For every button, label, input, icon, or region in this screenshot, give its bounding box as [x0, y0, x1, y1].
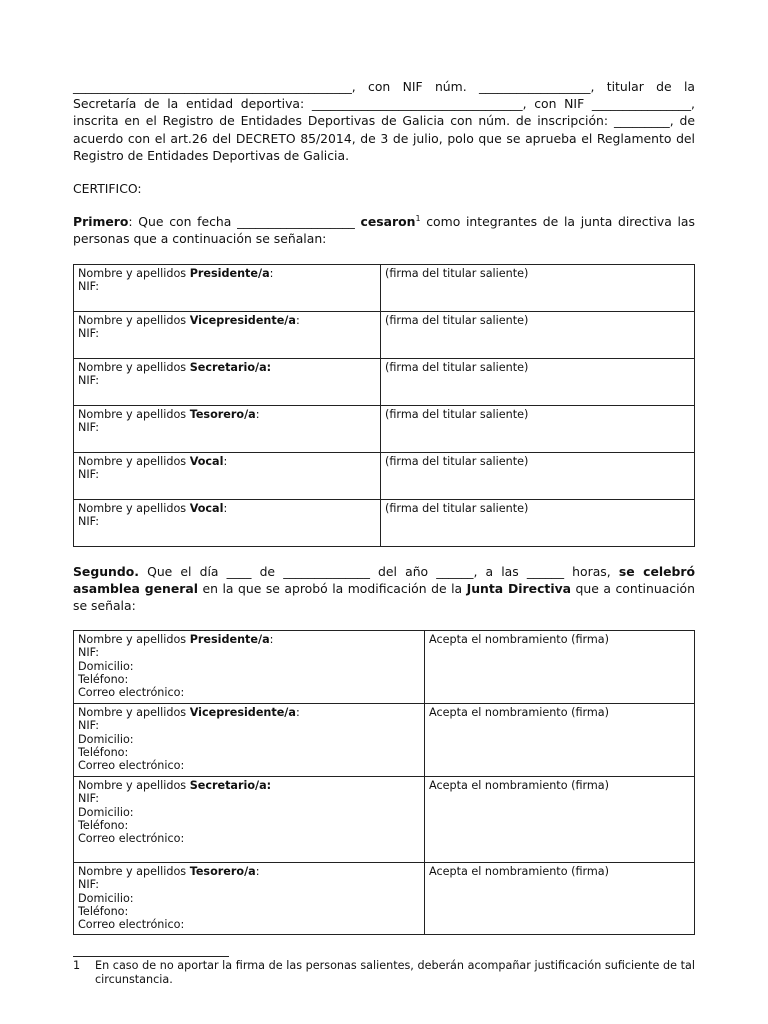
segundo-de: de: [251, 563, 284, 579]
blank-hora: ______: [526, 563, 565, 579]
member-info-cell: [74, 777, 425, 863]
member-info-cell: [74, 863, 425, 935]
nif-label: NIF:: [78, 279, 100, 293]
acceptance-label: Acepta el nombramiento (firma): [429, 633, 610, 647]
role-label: Tesorero/a: [189, 865, 256, 879]
primero-text-1: : Que con fecha: [128, 214, 238, 230]
role-label: Secretario/a:: [189, 360, 272, 374]
new-members-table: [73, 630, 695, 935]
segundo-text-3: que a continuación se señala:: [73, 580, 695, 614]
member-info-cell: [74, 452, 381, 499]
role-label: Vocal: [189, 501, 224, 515]
document-page: [73, 76, 695, 935]
segundo-text-2: en la que se aprobó la modificación de la: [197, 580, 467, 596]
segundo-paragraph: [73, 563, 695, 615]
name-prefix: Nombre y apellidos: [78, 706, 190, 720]
member-info-cell: [74, 704, 425, 777]
footnote: [73, 959, 695, 987]
signature-label: (firma del titular saliente): [385, 360, 529, 374]
nif-label: NIF:: [78, 373, 100, 387]
member-info-cell: [74, 631, 425, 704]
nif-label: NIF:: [78, 719, 100, 733]
member-name-line: [78, 267, 376, 280]
role-label: Vocal: [189, 454, 224, 468]
blank-nif-entidad: ________________: [591, 96, 692, 112]
role-suffix: :: [295, 313, 300, 327]
member-info-cell: [74, 311, 381, 358]
blank-entidad: __________________________________: [311, 96, 523, 112]
domicilio-label: Domicilio:: [78, 659, 134, 673]
footnote-ref: 1: [415, 214, 421, 224]
name-prefix: Nombre y apellidos: [78, 454, 190, 468]
domicilio-label: Domicilio:: [78, 732, 134, 746]
correo-label: Correo electrónico:: [78, 832, 185, 846]
domicilio-label: Domicilio:: [78, 805, 134, 819]
name-prefix: Nombre y apellidos: [78, 501, 190, 515]
telefono-label: Teléfono:: [78, 672, 129, 686]
signature-cell: [381, 452, 695, 499]
signature-cell: [381, 311, 695, 358]
new-member-row: [74, 777, 695, 863]
correo-label: Correo electrónico:: [78, 918, 185, 932]
role-suffix: :: [269, 633, 274, 647]
role-label: Vicepresidente/a: [189, 706, 296, 720]
outgoing-row: [74, 405, 695, 452]
correo-label: Correo electrónico:: [78, 759, 185, 773]
blank-name: _____________________________________________: [73, 79, 352, 94]
segundo-text-1: Que el día: [138, 563, 227, 579]
role-suffix: :: [269, 266, 274, 280]
new-member-row: [74, 863, 695, 935]
text-titular: , titular de la Secretaría de la entidad deportiva:: [73, 79, 695, 112]
nif-label: NIF:: [78, 467, 100, 481]
blank-fecha-cese: ___________________: [237, 214, 355, 230]
cesaron-label: cesaron: [360, 214, 416, 230]
name-prefix: Nombre y apellidos: [78, 865, 190, 879]
footnote-number: 1: [73, 959, 81, 972]
header-paragraph: [73, 78, 695, 164]
name-prefix: Nombre y apellidos: [78, 266, 190, 280]
member-name-line: [78, 361, 376, 374]
acceptance-cell: [425, 777, 695, 863]
role-label: Presidente/a: [189, 633, 270, 647]
signature-label: (firma del titular saliente): [385, 501, 529, 515]
primero-text-2: como integrantes de la junta directiva las personas que a continuación se señalan:: [73, 214, 695, 247]
new-member-row: [74, 704, 695, 777]
acceptance-cell: [425, 863, 695, 935]
text-inscrita: , inscrita en el Registro de Entidades Deportivas de Galicia con núm. de inscripción:: [73, 96, 695, 129]
signature-cell: [381, 358, 695, 405]
celebro-label: se celebró asamblea general: [73, 563, 696, 596]
role-label: Secretario/a:: [189, 779, 272, 793]
nif-label: NIF:: [78, 646, 100, 660]
segundo-a-las: , a las: [473, 563, 527, 579]
member-name-line: [78, 455, 376, 468]
outgoing-row: [74, 264, 695, 311]
text-con-nif: , con NIF núm.: [351, 79, 479, 94]
member-name-line: [78, 706, 420, 719]
signature-label: (firma del titular saliente): [385, 313, 529, 327]
signature-label: (firma del titular saliente): [385, 407, 529, 421]
role-suffix: :: [255, 865, 260, 879]
member-name-line: [78, 779, 420, 792]
nif-label: NIF:: [78, 326, 100, 340]
blank-ano: ______: [436, 563, 474, 579]
footnote-separator: [73, 956, 229, 957]
signature-label: (firma del titular saliente): [385, 266, 529, 280]
member-name-line: [78, 408, 376, 421]
role-suffix: :: [223, 501, 228, 515]
nif-label: NIF:: [78, 420, 100, 434]
acceptance-label: Acepta el nombramiento (firma): [429, 865, 610, 879]
member-name-line: [78, 633, 420, 646]
primero-paragraph: [73, 213, 695, 247]
primero-label: Primero: [73, 214, 129, 230]
text-con-nif-2: , con NIF: [522, 96, 592, 112]
outgoing-row: [74, 311, 695, 358]
name-prefix: Nombre y apellidos: [78, 313, 190, 327]
junta-directiva-label: Junta Directiva: [466, 580, 572, 596]
text-decreto: , de acuerdo con el art.26 del DECRETO 85/2014, de 3 de julio, polo que se aprueba el Reglamento del Registro de Entidades Deportivas de Galicia.: [73, 113, 695, 163]
domicilio-label: Domicilio:: [78, 891, 134, 905]
name-prefix: Nombre y apellidos: [78, 779, 190, 793]
role-suffix: :: [223, 454, 228, 468]
name-prefix: Nombre y apellidos: [78, 633, 190, 647]
segundo-label: Segundo.: [73, 563, 139, 579]
member-name-line: [78, 314, 376, 327]
member-info-cell: [74, 499, 381, 546]
nif-label: NIF:: [78, 878, 100, 892]
role-label: Vicepresidente/a: [189, 313, 296, 327]
name-prefix: Nombre y apellidos: [78, 407, 190, 421]
correo-label: Correo electrónico:: [78, 686, 185, 700]
role-suffix: :: [255, 407, 260, 421]
blank-mes: ______________: [283, 563, 370, 579]
member-name-line: [78, 502, 376, 515]
member-info-cell: [74, 358, 381, 405]
nif-label: NIF:: [78, 792, 100, 806]
acceptance-label: Acepta el nombramiento (firma): [429, 779, 610, 793]
outgoing-row: [74, 499, 695, 546]
acceptance-label: Acepta el nombramiento (firma): [429, 706, 610, 720]
outgoing-members-table: [73, 264, 695, 547]
signature-cell: [381, 499, 695, 546]
blank-inscripcion: _________: [613, 113, 670, 129]
role-label: Presidente/a: [189, 266, 270, 280]
nif-label: NIF:: [78, 514, 100, 528]
outgoing-row: [74, 358, 695, 405]
role-label: Tesorero/a: [189, 407, 256, 421]
segundo-del-ano: del año: [369, 563, 437, 579]
signature-label: (firma del titular saliente): [385, 454, 529, 468]
certifico-heading: CERTIFICO:: [73, 181, 142, 197]
telefono-label: Teléfono:: [78, 904, 129, 918]
member-name-line: [78, 865, 420, 878]
blank-dia: ____: [226, 563, 252, 579]
name-prefix: Nombre y apellidos: [78, 360, 190, 374]
telefono-label: Teléfono:: [78, 745, 129, 759]
member-info-cell: [74, 264, 381, 311]
signature-cell: [381, 405, 695, 452]
role-suffix: :: [295, 706, 300, 720]
telefono-label: Teléfono:: [78, 818, 129, 832]
segundo-horas: horas,: [564, 563, 619, 579]
blank-nif: __________________: [478, 79, 591, 94]
acceptance-cell: [425, 631, 695, 704]
footnote-text: En caso de no aportar la firma de las personas salientes, deberán acompañar justificación suficiente de tal circunstancia.: [95, 959, 695, 986]
acceptance-cell: [425, 704, 695, 777]
signature-cell: [381, 264, 695, 311]
member-info-cell: [74, 405, 381, 452]
outgoing-row: [74, 452, 695, 499]
new-member-row: [74, 631, 695, 704]
